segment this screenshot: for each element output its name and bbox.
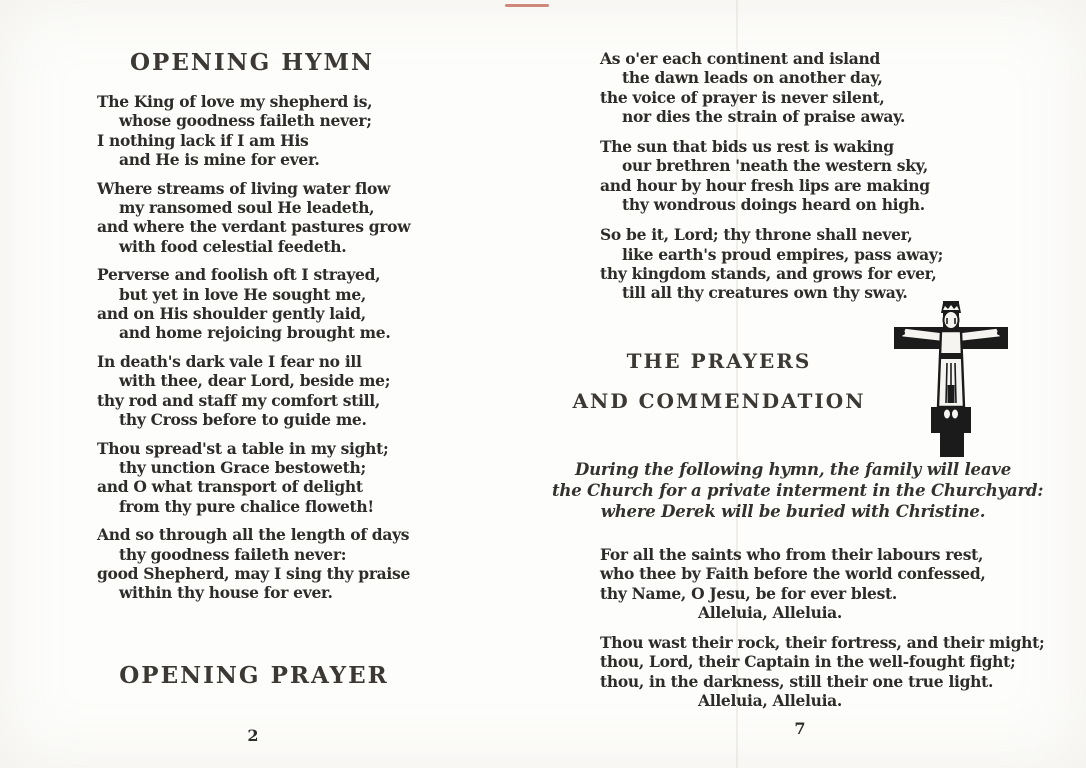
hymn-line: Thou spread'st a table in my sight;: [97, 438, 389, 458]
hymn-stanza: [97, 265, 410, 342]
hymn-line: the dawn leads on another day,: [622, 68, 883, 88]
hymn-line: nor dies the strain of praise away.: [622, 106, 906, 126]
hymn-line: thou, Lord, their Captain in the well-fought fight;: [600, 652, 1016, 672]
prayers-heading-line2: AND COMMENDATION: [572, 389, 866, 413]
hymn-line: thy wondrous doings heard on high.: [622, 195, 925, 215]
scan-artifact-mark: [505, 4, 549, 7]
hymn-line: the voice of prayer is never silent,: [600, 87, 885, 107]
hymn-line: within thy house for ever.: [119, 583, 333, 603]
hymn-line: but yet in love He sought me,: [119, 284, 366, 304]
page-number-left: 2: [247, 726, 259, 745]
hymn-line: thy Name, O Jesu, be for ever blest.: [600, 583, 898, 603]
hymn-line: and where the verdant pastures grow: [97, 217, 411, 237]
hymn-stanza: [600, 137, 943, 214]
hymn-line: and O what transport of delight: [97, 477, 363, 497]
hymn-line: and He is mine for ever.: [119, 149, 320, 169]
hymn-line: For all the saints who from their labours rest,: [600, 545, 984, 564]
hymn-line: thy goodness faileth never:: [119, 544, 347, 564]
hymn-line: thy kingdom stands, and grows for ever,: [600, 263, 937, 283]
hymn-line: Where streams of living water flow: [97, 178, 391, 198]
page-number-right: 7: [794, 719, 806, 738]
hymn-line: and home rejoicing brought me.: [119, 323, 391, 343]
hymn-line: and hour by hour fresh lips are making: [600, 175, 930, 195]
hymn-stanza: [97, 92, 410, 169]
hymn-stanza: [97, 525, 410, 602]
hymn-line: So be it, Lord; thy throne shall never,: [600, 225, 913, 245]
hymn-line: Alleluia, Alleluia.: [698, 602, 842, 622]
hymn-line: In death's dark vale I fear no ill: [97, 352, 362, 372]
hymn-stanza: [600, 225, 943, 302]
opening-hymn-heading: OPENING HYMN: [130, 49, 374, 76]
hymn-line: Thou wast their rock, their fortress, and their might;: [600, 633, 1045, 653]
hymn-line: till all thy creatures own thy sway.: [622, 283, 908, 303]
crucifix-icon: [891, 297, 1011, 457]
opening-hymn-text: [97, 92, 410, 612]
hymn-stanza: [600, 49, 943, 126]
opening-prayer-heading: OPENING PRAYER: [119, 662, 389, 689]
hymn-stanza: [600, 633, 1044, 710]
hymn-stanza: [97, 179, 410, 256]
hymn-line: thy unction Grace bestoweth;: [119, 458, 366, 478]
rubric-line: During the following hymn, the family will leave: [575, 460, 1011, 479]
hymn-line: Perverse and foolish oft I strayed,: [97, 265, 381, 285]
interment-rubric: [552, 459, 1044, 522]
hymn-line: And so through all the length of days: [97, 525, 410, 545]
hymn-line: with thee, dear Lord, beside me;: [119, 371, 391, 391]
hymn-line: thy Cross before to guide me.: [119, 409, 367, 429]
hymn-line: whose goodness faileth never;: [119, 111, 372, 131]
hymn-stanza: [97, 352, 410, 429]
hymn-line: As o'er each continent and island: [600, 49, 881, 68]
hymn-line: my ransomed soul He leadeth,: [119, 197, 375, 217]
hymn-line: with food celestial feedeth.: [119, 236, 347, 256]
hymn-line: The sun that bids us rest is waking: [600, 137, 894, 157]
hymn-line: like earth's proud empires, pass away;: [622, 244, 944, 264]
saints-hymn-text: [600, 545, 1044, 721]
prayers-heading-line1: THE PRAYERS: [626, 349, 812, 373]
hymn-line: who thee by Faith before the world confessed,: [600, 564, 986, 584]
hymn-line: from thy pure chalice floweth!: [119, 496, 374, 516]
hymn-stanza: [97, 439, 410, 516]
rubric-line: where Derek will be buried with Christine.: [600, 502, 986, 521]
hymn-line: and on His shoulder gently laid,: [97, 303, 366, 323]
hymn-line: The King of love my shepherd is,: [97, 92, 373, 111]
hymn-continuation-text: [600, 49, 943, 314]
rubric-line: the Church for a private interment in the Churchyard:: [552, 481, 1044, 500]
hymn-stanza: [600, 545, 1044, 622]
hymn-line: thou, in the darkness, still their one true light.: [600, 671, 994, 691]
hymn-line: thy rod and staff my comfort still,: [97, 390, 380, 410]
hymn-line: our brethren 'neath the western sky,: [622, 156, 928, 176]
hymn-line: I nothing lack if I am His: [97, 130, 309, 150]
hymn-line: Alleluia, Alleluia.: [698, 691, 842, 711]
hymn-line: good Shepherd, may I sing thy praise: [97, 564, 411, 584]
